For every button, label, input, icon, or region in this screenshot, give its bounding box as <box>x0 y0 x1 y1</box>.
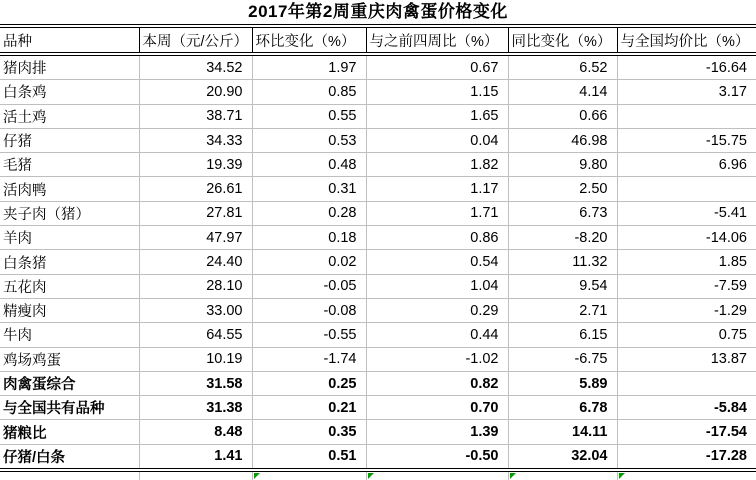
column-header-variety[interactable]: 品种 <box>0 26 139 54</box>
table-row <box>0 104 756 128</box>
value-cell[interactable]: 38.71 <box>139 104 252 128</box>
value-cell[interactable] <box>617 104 756 128</box>
value-cell[interactable]: 0.48 <box>252 153 366 177</box>
table-row <box>0 323 756 347</box>
value-cell[interactable]: 0.31 <box>252 177 366 201</box>
value-cell[interactable]: 0.28 <box>252 201 366 225</box>
value-cell[interactable]: 0.86 <box>366 226 508 250</box>
value-cell[interactable]: 64.55 <box>139 323 252 347</box>
value-cell[interactable]: 0.75 <box>617 323 756 347</box>
value-cell[interactable]: 0.70 <box>366 396 508 420</box>
gridline <box>366 472 367 480</box>
table-row <box>0 274 756 298</box>
formula-error-icon <box>254 473 260 479</box>
value-cell[interactable]: -5.41 <box>617 201 756 225</box>
item-name-cell[interactable]: 肉禽蛋综合 <box>0 371 139 395</box>
value-cell[interactable]: 6.52 <box>508 54 617 80</box>
value-cell[interactable]: 0.85 <box>252 80 366 104</box>
formula-error-icon <box>510 473 516 479</box>
table-row <box>0 201 756 225</box>
gridline <box>508 472 509 480</box>
value-cell[interactable]: -17.28 <box>617 444 756 470</box>
value-cell[interactable]: 2.71 <box>508 298 617 322</box>
value-cell[interactable]: -7.59 <box>617 274 756 298</box>
value-cell[interactable]: 27.81 <box>139 201 252 225</box>
formula-error-icon <box>368 473 374 479</box>
value-cell[interactable]: -17.54 <box>617 420 756 444</box>
value-cell[interactable]: 0.55 <box>252 104 366 128</box>
value-cell[interactable]: 0.67 <box>366 54 508 80</box>
value-cell[interactable]: 6.78 <box>508 396 617 420</box>
item-name-cell[interactable]: 鸡场鸡蛋 <box>0 347 139 371</box>
value-cell[interactable]: -14.06 <box>617 226 756 250</box>
value-cell[interactable]: -0.50 <box>366 444 508 470</box>
value-cell[interactable]: 13.87 <box>617 347 756 371</box>
value-cell[interactable]: -15.75 <box>617 128 756 152</box>
value-cell[interactable]: -1.74 <box>252 347 366 371</box>
value-cell[interactable]: 1.39 <box>366 420 508 444</box>
value-cell[interactable] <box>617 371 756 395</box>
table-row <box>0 226 756 250</box>
value-cell[interactable]: 31.38 <box>139 396 252 420</box>
table-row <box>0 396 756 420</box>
item-name-cell[interactable]: 羊肉 <box>0 226 139 250</box>
item-name-cell[interactable]: 精瘦肉 <box>0 298 139 322</box>
value-cell[interactable]: -5.84 <box>617 396 756 420</box>
gridline <box>139 472 140 480</box>
next-row-partial <box>0 472 756 480</box>
table-row <box>0 177 756 201</box>
value-cell[interactable]: 0.51 <box>252 444 366 470</box>
value-cell[interactable]: 0.25 <box>252 371 366 395</box>
value-cell[interactable]: -1.29 <box>617 298 756 322</box>
value-cell[interactable]: 3.17 <box>617 80 756 104</box>
value-cell[interactable]: 6.96 <box>617 153 756 177</box>
item-name-cell[interactable]: 活肉鸭 <box>0 177 139 201</box>
value-cell[interactable]: 33.00 <box>139 298 252 322</box>
value-cell[interactable]: 34.33 <box>139 128 252 152</box>
value-cell[interactable]: 9.80 <box>508 153 617 177</box>
value-cell[interactable]: -0.05 <box>252 274 366 298</box>
value-cell[interactable]: 0.82 <box>366 371 508 395</box>
item-name-cell[interactable]: 白条猪 <box>0 250 139 274</box>
value-cell[interactable]: -0.55 <box>252 323 366 347</box>
value-cell[interactable]: 6.73 <box>508 201 617 225</box>
value-cell[interactable]: 11.32 <box>508 250 617 274</box>
value-cell[interactable]: 10.19 <box>139 347 252 371</box>
column-header-vs-national[interactable]: 与全国均价比（%） <box>617 26 756 54</box>
value-cell[interactable]: -0.08 <box>252 298 366 322</box>
value-cell[interactable]: 0.53 <box>252 128 366 152</box>
value-cell[interactable]: 20.90 <box>139 80 252 104</box>
value-cell[interactable]: 0.21 <box>252 396 366 420</box>
value-cell[interactable]: 34.52 <box>139 54 252 80</box>
column-header-vs-4week[interactable]: 与之前四周比（%） <box>366 26 508 54</box>
table-row <box>0 347 756 371</box>
item-name-cell[interactable]: 活土鸡 <box>0 104 139 128</box>
value-cell[interactable]: -8.20 <box>508 226 617 250</box>
gridline <box>252 472 253 480</box>
value-cell[interactable]: 2.50 <box>508 177 617 201</box>
value-cell[interactable]: 1.41 <box>139 444 252 470</box>
item-name-cell[interactable]: 与全国共有品种 <box>0 396 139 420</box>
value-cell[interactable]: 1.17 <box>366 177 508 201</box>
value-cell[interactable]: 47.97 <box>139 226 252 250</box>
value-cell[interactable]: 6.15 <box>508 323 617 347</box>
table-row <box>0 54 756 80</box>
item-name-cell[interactable]: 白条鸡 <box>0 80 139 104</box>
item-name-cell[interactable]: 牛肉 <box>0 323 139 347</box>
value-cell[interactable]: 14.11 <box>508 420 617 444</box>
value-cell[interactable]: 0.18 <box>252 226 366 250</box>
value-cell[interactable]: 32.04 <box>508 444 617 470</box>
table-row <box>0 444 756 470</box>
item-name-cell[interactable]: 猪肉排 <box>0 54 139 80</box>
table-row <box>0 420 756 444</box>
table-row <box>0 371 756 395</box>
value-cell[interactable]: -16.64 <box>617 54 756 80</box>
column-header-mom-change[interactable]: 环比变化（%） <box>252 26 366 54</box>
item-name-cell[interactable]: 夹子肉（猪） <box>0 201 139 225</box>
value-cell[interactable]: 1.85 <box>617 250 756 274</box>
value-cell[interactable]: 1.65 <box>366 104 508 128</box>
value-cell[interactable]: 1.71 <box>366 201 508 225</box>
value-cell[interactable]: 9.54 <box>508 274 617 298</box>
value-cell[interactable]: 0.35 <box>252 420 366 444</box>
value-cell[interactable]: 4.14 <box>508 80 617 104</box>
value-cell[interactable]: 31.58 <box>139 371 252 395</box>
value-cell[interactable]: 0.04 <box>366 128 508 152</box>
value-cell[interactable]: 24.40 <box>139 250 252 274</box>
value-cell[interactable]: 1.04 <box>366 274 508 298</box>
item-name-cell[interactable]: 毛猪 <box>0 153 139 177</box>
value-cell[interactable]: 0.44 <box>366 323 508 347</box>
column-header-week-price[interactable]: 本周（元/公斤） <box>139 26 252 54</box>
value-cell[interactable]: 0.29 <box>366 298 508 322</box>
value-cell[interactable] <box>617 177 756 201</box>
table-row <box>0 298 756 322</box>
item-name-cell[interactable]: 五花肉 <box>0 274 139 298</box>
value-cell[interactable]: 19.39 <box>139 153 252 177</box>
value-cell[interactable]: 26.61 <box>139 177 252 201</box>
value-cell[interactable]: -1.02 <box>366 347 508 371</box>
value-cell[interactable]: 0.66 <box>508 104 617 128</box>
value-cell[interactable]: 1.82 <box>366 153 508 177</box>
formula-error-icon <box>619 473 625 479</box>
value-cell[interactable]: 46.98 <box>508 128 617 152</box>
gridline <box>617 472 618 480</box>
value-cell[interactable]: -6.75 <box>508 347 617 371</box>
value-cell[interactable]: 0.02 <box>252 250 366 274</box>
value-cell[interactable]: 28.10 <box>139 274 252 298</box>
table-row <box>0 153 756 177</box>
value-cell[interactable]: 5.89 <box>508 371 617 395</box>
sheet-title: 2017年第2周重庆肉禽蛋价格变化 <box>248 2 508 21</box>
column-header-yoy-change[interactable]: 同比变化（%） <box>508 26 617 54</box>
value-cell[interactable]: 8.48 <box>139 420 252 444</box>
value-cell[interactable]: 0.54 <box>366 250 508 274</box>
price-table <box>0 24 756 472</box>
value-cell[interactable]: 1.15 <box>366 80 508 104</box>
value-cell[interactable]: 1.97 <box>252 54 366 80</box>
table-row <box>0 250 756 274</box>
table-row <box>0 80 756 104</box>
header-row <box>0 26 756 54</box>
item-name-cell[interactable]: 仔猪/白条 <box>0 444 139 470</box>
item-name-cell[interactable]: 仔猪 <box>0 128 139 152</box>
item-name-cell[interactable]: 猪粮比 <box>0 420 139 444</box>
table-row <box>0 128 756 152</box>
